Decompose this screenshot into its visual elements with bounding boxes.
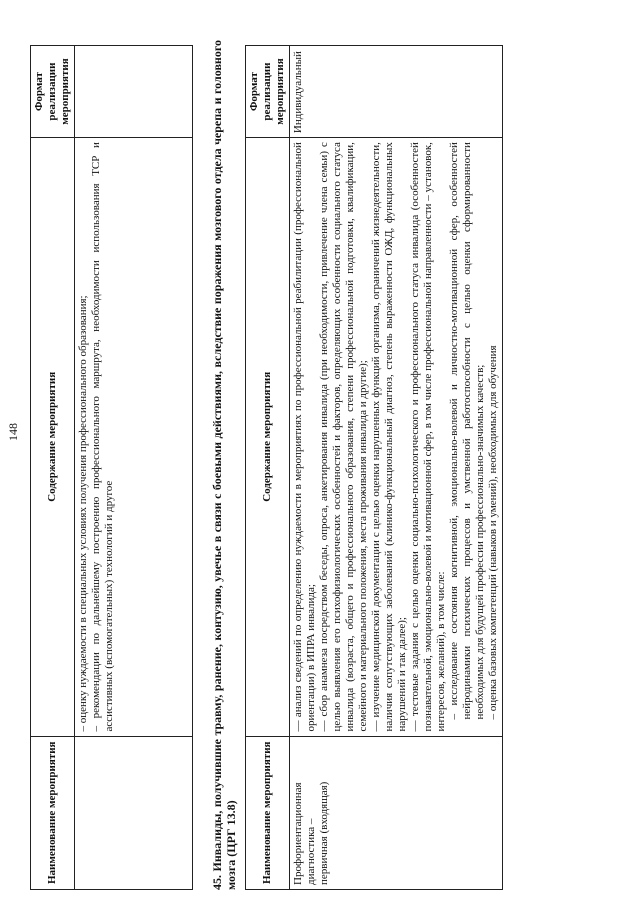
content-item: — анализ сведений по определению нуждаемости в мероприятиях по профессиональной реабилитации (профессиональной ориентации) в ИПРА инвалида; xyxy=(292,142,317,732)
cell-event-content xyxy=(75,138,193,736)
table-row xyxy=(75,46,193,890)
header-event-content: Содержание мероприятия xyxy=(31,138,75,736)
table-header-row xyxy=(31,46,75,890)
cell-event-format xyxy=(75,46,193,138)
cell-event-name xyxy=(290,736,503,889)
header-event-name: Наименование мероприятия xyxy=(31,736,75,889)
content-item: — сбор анамнеза посредством беседы, опроса, анкетирования инвалида (при необходимости, привлечение члена семьи) с целью выявления его психофизиологических особенностей и факторов, определяющих особенности социального статуса инвалида (возраста, общего и профессионального образования, степени профессиональной подготовки, квалификации, семейного и материального положения, места проживания инвалида и другие); xyxy=(318,142,369,732)
section-heading: 45. Инвалиды, получившие травму, ранение, контузию, увечье в связи с боевыми действиями, вследствие поражения мозгового отдела черепа и головного мозга (ЦРГ 13.8) xyxy=(210,40,238,890)
table-section-45 xyxy=(245,45,503,890)
header-event-name: Наименование мероприятия xyxy=(246,736,290,889)
table-continued xyxy=(30,45,193,890)
cell-event-content xyxy=(290,138,503,736)
content-subitem: – оценка базовых компетенций (навыков и умений), необходимых для обучения xyxy=(487,345,499,720)
header-event-format: Формат реализации мероприятия xyxy=(31,46,75,138)
content-line: – оценку нуждаемости в специальных условиях получения профессионального образования; xyxy=(77,295,89,732)
content-line: – рекомендации по дальнейшему построению профессионального маршрута, необходимости использования ТСР и ассистивных (вспомогательных) технологий и другое xyxy=(90,142,115,732)
header-event-content: Содержание мероприятия xyxy=(246,138,290,736)
content-item: — изучение медицинской документации с целью оценки нарушенных функций организма, ограничений жизнедеятельности, наличия сопутствующих заболеваний (клинико-функциональный диагноз, степень выраженности ОЖД, функциональных нарушений и так далее); xyxy=(370,142,408,732)
content-subitem: – исследование состояния когнитивной, эмоционально-волевой и личностно-мотивационной сфер, особенностей нейродинамики психических процессов и умственной работоспособности с целью оценки сформированности необходимых для будущей профессии профессионально-значимых качеств; xyxy=(448,142,486,720)
header-event-format: Формат реализации мероприятия xyxy=(246,46,290,138)
page-number: 148 xyxy=(6,423,20,441)
event-name-line: первичная (входящая) xyxy=(318,781,330,885)
cell-event-format: Индивидуальный xyxy=(290,46,503,138)
cell-event-name xyxy=(75,736,193,889)
content-item: — тестовые задания с целью оценки социально-психологического и профессионального статуса инвалида (особенностей познавательной, эмоционально-волевой и мотивационной сфер, в том числе профессиональной направленности – установок, интересов, желаний), в том числе: xyxy=(409,142,447,732)
table-row xyxy=(290,46,503,890)
event-name-line: Профориентационная диагностика – xyxy=(292,782,317,885)
table-header-row xyxy=(246,46,290,890)
